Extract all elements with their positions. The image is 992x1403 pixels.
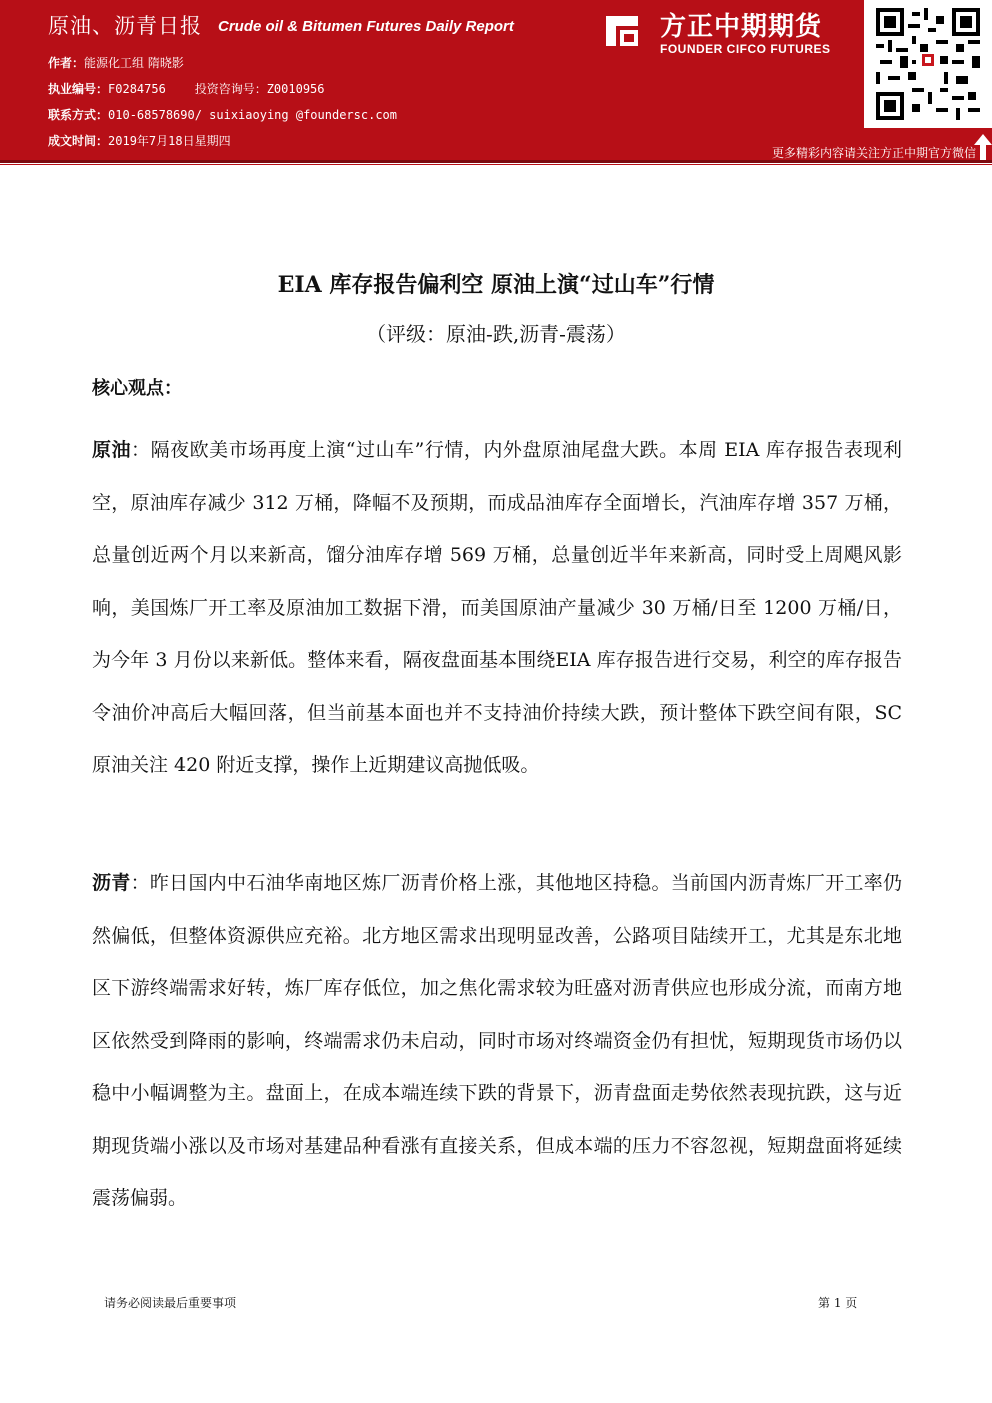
page-number: 第 1 页 (818, 1296, 858, 1310)
bitumen-paragraph (92, 857, 902, 1225)
meta-license (48, 80, 325, 97)
meta-author-value: 能源化工组 隋晓影 (84, 56, 184, 70)
crude-paragraph (92, 424, 902, 792)
document-title: EIA 库存报告偏利空 原油上演“过山车”行情 (277, 272, 715, 298)
header-divider (0, 160, 992, 163)
meta-author-key: 作者： (48, 56, 85, 70)
meta-contact (48, 106, 397, 123)
follow-wechat-text: 更多精彩内容请关注方正中期官方微信 (771, 146, 976, 160)
bitumen-label: 沥青 (92, 872, 131, 894)
footer-disclaimer-note: 请务必阅读最后重要事项 (104, 1296, 237, 1310)
meta-license-key: 执业编号： (48, 82, 109, 96)
crude-label: 原油 (92, 439, 132, 461)
report-header (0, 0, 992, 160)
rating-line: （评级：原油-跌,沥青-震荡） (366, 322, 626, 346)
meta-author (48, 54, 184, 71)
crude-text: ：隔夜欧美市场再度上演“过山车”行情，内外盘原油尾盘大跌。本周 EIA 库存报告表现利空，原油库存减少 312 万桶，降幅不及预期，而成品油库存全面增长，汽油库存增 357 万桶，总量创近两个月以来新高，馏分油库存增 569 万桶，总量创近半年来新高，同时受上周飓风影响，美国炼厂开工率及原油加工数据下滑，而美国原油产量减少 30 万桶/日至 1200 万桶/日，为今年 3 月份以来新低。整体来看，隔夜盘面基本围绕EIA 库存报告进行交易，利空的库存报告令油价冲高后大幅回落，但当前基本面也并不支持油价持续大跌，预计整体下跌空间有限，SC 原油关注 420 附近支撑，操作上近期建议高抛低吸。 (92, 439, 902, 776)
brand-name-cn: 方正中期期货 (660, 12, 823, 42)
bitumen-text: ：昨日国内中石油华南地区炼厂沥青价格上涨，其他地区持稳。当前国内沥青炼厂开工率仍然偏低，但整体资源供应充裕。北方地区需求出现明显改善，公路项目陆续开工，尤其是东北地区下游终端需求好转，炼厂库存低位，加之焦化需求较为旺盛对沥青供应也形成分流，而南方地区依然受到降雨的影响，终端需求仍未启动，同时市场对终端资金仍有担忧，短期现货市场仍以稳中小幅调整为主。盘面上，在成本端连续下跌的背景下，沥青盘面走势依然表现抗跌，这与近期现货端小涨以及市场对基建品种看涨有直接关系，但成本端的压力不容忽视，短期盘面将延续震荡偏弱。 (92, 872, 902, 1209)
brand-name-en: FOUNDER CIFCO FUTURES (660, 42, 831, 56)
logo-icon (604, 14, 640, 48)
meta-date (48, 132, 231, 149)
qr-code-icon (864, 0, 992, 128)
meta-contact-value: 010-68578690/ suixiaoying @foundersc.com (108, 108, 397, 122)
header-divider-thin (0, 164, 992, 165)
core-view-label: 核心观点： (92, 378, 182, 399)
meta-date-value: 2019年7月18日星期四 (108, 134, 231, 148)
report-title-en: Crude oil & Bitumen Futures Daily Report (218, 18, 514, 35)
meta-contact-key: 联系方式： (48, 108, 109, 122)
meta-date-key: 成文时间： (48, 134, 109, 148)
report-title: 原油、沥青日报 (48, 14, 202, 38)
meta-license-value: F0284756 投资咨询号：Z0010956 (108, 82, 325, 96)
